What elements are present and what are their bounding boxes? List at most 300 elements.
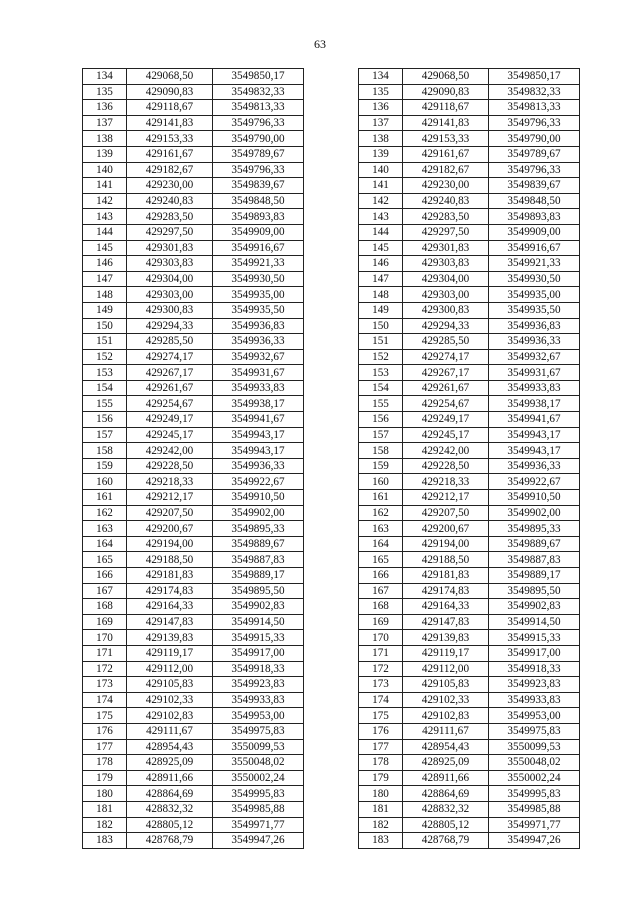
y-coordinate-cell: 3549932,67 <box>213 349 304 365</box>
point-number-cell: 150 <box>83 318 127 334</box>
point-number-cell: 178 <box>359 755 403 771</box>
x-coordinate-cell: 429274,17 <box>403 349 489 365</box>
point-number-cell: 151 <box>359 334 403 350</box>
x-coordinate-cell: 429090,83 <box>127 84 213 100</box>
table-row <box>359 568 580 584</box>
table-row <box>83 661 304 677</box>
point-number-cell: 181 <box>83 801 127 817</box>
y-coordinate-cell: 3550048,02 <box>213 755 304 771</box>
point-number-cell: 163 <box>359 521 403 537</box>
table-row <box>359 224 580 240</box>
x-coordinate-cell: 429119,17 <box>127 645 213 661</box>
point-number-cell: 173 <box>83 677 127 693</box>
point-number-cell: 163 <box>83 521 127 537</box>
point-number-cell: 177 <box>83 739 127 755</box>
x-coordinate-cell: 429161,67 <box>403 146 489 162</box>
y-coordinate-cell: 3549789,67 <box>489 146 580 162</box>
x-coordinate-cell: 429261,67 <box>403 380 489 396</box>
x-coordinate-cell: 429283,50 <box>127 209 213 225</box>
point-number-cell: 159 <box>83 458 127 474</box>
y-coordinate-cell: 3550002,24 <box>489 770 580 786</box>
y-coordinate-cell: 3549936,33 <box>489 458 580 474</box>
y-coordinate-cell: 3549975,83 <box>489 723 580 739</box>
table-row <box>83 692 304 708</box>
point-number-cell: 174 <box>83 692 127 708</box>
x-coordinate-cell: 429147,83 <box>403 614 489 630</box>
y-coordinate-cell: 3549889,17 <box>213 568 304 584</box>
point-number-cell: 157 <box>359 427 403 443</box>
y-coordinate-cell: 3549947,26 <box>213 833 304 849</box>
y-coordinate-cell: 3549941,67 <box>213 412 304 428</box>
point-number-cell: 160 <box>359 474 403 490</box>
x-coordinate-cell: 429188,50 <box>127 552 213 568</box>
coordinates-table-right <box>358 68 580 849</box>
table-row <box>359 443 580 459</box>
table-row <box>359 645 580 661</box>
table-row <box>359 412 580 428</box>
table-row <box>83 552 304 568</box>
y-coordinate-cell: 3549995,83 <box>213 786 304 802</box>
table-row <box>359 755 580 771</box>
x-coordinate-cell: 429139,83 <box>403 630 489 646</box>
x-coordinate-cell: 429297,50 <box>403 224 489 240</box>
x-coordinate-cell: 428832,32 <box>127 801 213 817</box>
table-row <box>83 287 304 303</box>
point-number-cell: 137 <box>83 115 127 131</box>
x-coordinate-cell: 429207,50 <box>127 505 213 521</box>
x-coordinate-cell: 429212,17 <box>403 490 489 506</box>
table-row <box>83 100 304 116</box>
point-number-cell: 169 <box>359 614 403 630</box>
y-coordinate-cell: 3549789,67 <box>213 146 304 162</box>
x-coordinate-cell: 429112,00 <box>403 661 489 677</box>
table-row <box>83 786 304 802</box>
table-row <box>359 786 580 802</box>
table-row <box>359 723 580 739</box>
table-row <box>359 583 580 599</box>
table-row <box>359 287 580 303</box>
y-coordinate-cell: 3549914,50 <box>213 614 304 630</box>
y-coordinate-cell: 3549895,33 <box>213 521 304 537</box>
x-coordinate-cell: 429245,17 <box>403 427 489 443</box>
x-coordinate-cell: 429283,50 <box>403 209 489 225</box>
x-coordinate-cell: 429111,67 <box>127 723 213 739</box>
x-coordinate-cell: 429240,83 <box>127 193 213 209</box>
point-number-cell: 166 <box>83 568 127 584</box>
y-coordinate-cell: 3549918,33 <box>489 661 580 677</box>
y-coordinate-cell: 3549915,33 <box>489 630 580 646</box>
y-coordinate-cell: 3549943,17 <box>213 443 304 459</box>
table-row <box>359 817 580 833</box>
point-number-cell: 135 <box>83 84 127 100</box>
x-coordinate-cell: 429230,00 <box>403 178 489 194</box>
table-row <box>359 115 580 131</box>
table-row <box>83 271 304 287</box>
point-number-cell: 181 <box>359 801 403 817</box>
table-row <box>83 801 304 817</box>
table-row <box>359 490 580 506</box>
y-coordinate-cell: 3549935,00 <box>213 287 304 303</box>
table-row <box>83 84 304 100</box>
y-coordinate-cell: 3549947,26 <box>489 833 580 849</box>
y-coordinate-cell: 3549923,83 <box>213 677 304 693</box>
x-coordinate-cell: 429153,33 <box>127 131 213 147</box>
point-number-cell: 154 <box>359 380 403 396</box>
y-coordinate-cell: 3549813,33 <box>213 100 304 116</box>
point-number-cell: 146 <box>83 256 127 272</box>
y-coordinate-cell: 3549796,33 <box>213 115 304 131</box>
x-coordinate-cell: 429218,33 <box>127 474 213 490</box>
table-row <box>83 412 304 428</box>
y-coordinate-cell: 3549971,77 <box>213 817 304 833</box>
point-number-cell: 138 <box>359 131 403 147</box>
table-row <box>359 505 580 521</box>
x-coordinate-cell: 429249,17 <box>127 412 213 428</box>
table-row <box>359 458 580 474</box>
y-coordinate-cell: 3549850,17 <box>213 69 304 85</box>
y-coordinate-cell: 3549921,33 <box>213 256 304 272</box>
table-row <box>359 521 580 537</box>
table-row <box>83 677 304 693</box>
table-row <box>359 100 580 116</box>
point-number-cell: 167 <box>359 583 403 599</box>
y-coordinate-cell: 3549935,50 <box>213 302 304 318</box>
table-row <box>359 552 580 568</box>
table-row <box>83 708 304 724</box>
table-row <box>83 568 304 584</box>
table-row <box>359 833 580 849</box>
x-coordinate-cell: 429188,50 <box>403 552 489 568</box>
y-coordinate-cell: 3549832,33 <box>213 84 304 100</box>
table-row <box>83 614 304 630</box>
table-row <box>83 630 304 646</box>
y-coordinate-cell: 3549902,00 <box>213 505 304 521</box>
y-coordinate-cell: 3549915,33 <box>213 630 304 646</box>
page-number: 63 <box>314 37 326 51</box>
x-coordinate-cell: 429164,33 <box>403 599 489 615</box>
x-coordinate-cell: 429300,83 <box>403 302 489 318</box>
y-coordinate-cell: 3549936,83 <box>489 318 580 334</box>
y-coordinate-cell: 3549889,17 <box>489 568 580 584</box>
table-row <box>83 318 304 334</box>
y-coordinate-cell: 3549931,67 <box>213 365 304 381</box>
point-number-cell: 152 <box>359 349 403 365</box>
x-coordinate-cell: 428911,66 <box>403 770 489 786</box>
y-coordinate-cell: 3549941,67 <box>489 412 580 428</box>
table-row <box>83 443 304 459</box>
y-coordinate-cell: 3549975,83 <box>213 723 304 739</box>
point-number-cell: 134 <box>83 69 127 85</box>
table-row <box>359 427 580 443</box>
y-coordinate-cell: 3549936,33 <box>489 334 580 350</box>
y-coordinate-cell: 3549943,17 <box>489 427 580 443</box>
x-coordinate-cell: 429174,83 <box>127 583 213 599</box>
table-row <box>359 318 580 334</box>
y-coordinate-cell: 3549796,33 <box>489 115 580 131</box>
table-row <box>359 271 580 287</box>
y-coordinate-cell: 3549953,00 <box>489 708 580 724</box>
x-coordinate-cell: 429200,67 <box>127 521 213 537</box>
point-number-cell: 138 <box>83 131 127 147</box>
x-coordinate-cell: 429303,00 <box>403 287 489 303</box>
x-coordinate-cell: 429242,00 <box>403 443 489 459</box>
x-coordinate-cell: 429068,50 <box>403 69 489 85</box>
y-coordinate-cell: 3549902,83 <box>213 599 304 615</box>
point-number-cell: 180 <box>359 786 403 802</box>
x-coordinate-cell: 428925,09 <box>127 755 213 771</box>
point-number-cell: 139 <box>359 146 403 162</box>
x-coordinate-cell: 429207,50 <box>403 505 489 521</box>
table-row <box>359 474 580 490</box>
table-row <box>359 256 580 272</box>
point-number-cell: 165 <box>359 552 403 568</box>
point-number-cell: 162 <box>359 505 403 521</box>
table-row <box>83 193 304 209</box>
x-coordinate-cell: 429118,67 <box>403 100 489 116</box>
table-row <box>83 240 304 256</box>
point-number-cell: 172 <box>83 661 127 677</box>
x-coordinate-cell: 429147,83 <box>127 614 213 630</box>
point-number-cell: 165 <box>83 552 127 568</box>
point-number-cell: 156 <box>83 412 127 428</box>
point-number-cell: 170 <box>83 630 127 646</box>
table-row <box>83 739 304 755</box>
y-coordinate-cell: 3549935,00 <box>489 287 580 303</box>
table-row <box>359 396 580 412</box>
y-coordinate-cell: 3549848,50 <box>213 193 304 209</box>
table-row <box>359 69 580 85</box>
table-row <box>359 536 580 552</box>
table-row <box>359 801 580 817</box>
table-row <box>359 661 580 677</box>
point-number-cell: 161 <box>83 490 127 506</box>
y-coordinate-cell: 3549839,67 <box>213 178 304 194</box>
point-number-cell: 134 <box>359 69 403 85</box>
table-row <box>359 599 580 615</box>
x-coordinate-cell: 429254,67 <box>127 396 213 412</box>
y-coordinate-cell: 3549790,00 <box>213 131 304 147</box>
x-coordinate-cell: 429111,67 <box>403 723 489 739</box>
point-number-cell: 143 <box>83 209 127 225</box>
y-coordinate-cell: 3549932,67 <box>489 349 580 365</box>
table-row <box>83 505 304 521</box>
point-number-cell: 145 <box>359 240 403 256</box>
y-coordinate-cell: 3550099,53 <box>489 739 580 755</box>
point-number-cell: 142 <box>359 193 403 209</box>
point-number-cell: 169 <box>83 614 127 630</box>
table-row <box>83 521 304 537</box>
x-coordinate-cell: 429194,00 <box>403 536 489 552</box>
y-coordinate-cell: 3549887,83 <box>213 552 304 568</box>
point-number-cell: 143 <box>359 209 403 225</box>
x-coordinate-cell: 429105,83 <box>127 677 213 693</box>
x-coordinate-cell: 429267,17 <box>403 365 489 381</box>
table-row <box>83 365 304 381</box>
table-row <box>359 209 580 225</box>
point-number-cell: 148 <box>83 287 127 303</box>
table-row <box>83 755 304 771</box>
x-coordinate-cell: 429200,67 <box>403 521 489 537</box>
table-body-left <box>83 69 304 849</box>
point-number-cell: 183 <box>359 833 403 849</box>
table-row <box>359 380 580 396</box>
y-coordinate-cell: 3549796,33 <box>213 162 304 178</box>
point-number-cell: 175 <box>359 708 403 724</box>
x-coordinate-cell: 428805,12 <box>127 817 213 833</box>
table-row <box>83 645 304 661</box>
table-row <box>359 692 580 708</box>
x-coordinate-cell: 429294,33 <box>127 318 213 334</box>
point-number-cell: 158 <box>359 443 403 459</box>
point-number-cell: 160 <box>83 474 127 490</box>
x-coordinate-cell: 429102,83 <box>403 708 489 724</box>
point-number-cell: 157 <box>83 427 127 443</box>
table-row <box>83 178 304 194</box>
y-coordinate-cell: 3549902,00 <box>489 505 580 521</box>
x-coordinate-cell: 429230,00 <box>127 178 213 194</box>
table-row <box>83 770 304 786</box>
point-number-cell: 179 <box>359 770 403 786</box>
point-number-cell: 141 <box>83 178 127 194</box>
x-coordinate-cell: 429301,83 <box>127 240 213 256</box>
x-coordinate-cell: 429139,83 <box>127 630 213 646</box>
table-row <box>83 396 304 412</box>
y-coordinate-cell: 3549902,83 <box>489 599 580 615</box>
y-coordinate-cell: 3549813,33 <box>489 100 580 116</box>
x-coordinate-cell: 429294,33 <box>403 318 489 334</box>
x-coordinate-cell: 429267,17 <box>127 365 213 381</box>
y-coordinate-cell: 3549933,83 <box>213 380 304 396</box>
coordinates-table-left <box>82 68 304 849</box>
point-number-cell: 135 <box>359 84 403 100</box>
x-coordinate-cell: 429194,00 <box>127 536 213 552</box>
point-number-cell: 176 <box>83 723 127 739</box>
point-number-cell: 167 <box>83 583 127 599</box>
y-coordinate-cell: 3550002,24 <box>213 770 304 786</box>
x-coordinate-cell: 428768,79 <box>127 833 213 849</box>
y-coordinate-cell: 3549985,88 <box>213 801 304 817</box>
point-number-cell: 171 <box>83 645 127 661</box>
y-coordinate-cell: 3549985,88 <box>489 801 580 817</box>
table-row <box>359 739 580 755</box>
x-coordinate-cell: 429182,67 <box>127 162 213 178</box>
table-row <box>359 708 580 724</box>
point-number-cell: 155 <box>359 396 403 412</box>
y-coordinate-cell: 3549889,67 <box>213 536 304 552</box>
x-coordinate-cell: 428925,09 <box>403 755 489 771</box>
point-number-cell: 183 <box>83 833 127 849</box>
y-coordinate-cell: 3549936,83 <box>213 318 304 334</box>
x-coordinate-cell: 428954,43 <box>403 739 489 755</box>
point-number-cell: 168 <box>359 599 403 615</box>
y-coordinate-cell: 3549895,50 <box>489 583 580 599</box>
x-coordinate-cell: 429141,83 <box>127 115 213 131</box>
x-coordinate-cell: 429218,33 <box>403 474 489 490</box>
y-coordinate-cell: 3549848,50 <box>489 193 580 209</box>
y-coordinate-cell: 3550048,02 <box>489 755 580 771</box>
point-number-cell: 140 <box>359 162 403 178</box>
table-row <box>359 677 580 693</box>
point-number-cell: 146 <box>359 256 403 272</box>
point-number-cell: 148 <box>359 287 403 303</box>
point-number-cell: 162 <box>83 505 127 521</box>
x-coordinate-cell: 429249,17 <box>403 412 489 428</box>
point-number-cell: 164 <box>359 536 403 552</box>
x-coordinate-cell: 428911,66 <box>127 770 213 786</box>
point-number-cell: 177 <box>359 739 403 755</box>
y-coordinate-cell: 3549943,17 <box>213 427 304 443</box>
table-row <box>83 599 304 615</box>
point-number-cell: 182 <box>359 817 403 833</box>
y-coordinate-cell: 3549893,83 <box>489 209 580 225</box>
y-coordinate-cell: 3549796,33 <box>489 162 580 178</box>
table-row <box>83 583 304 599</box>
point-number-cell: 176 <box>359 723 403 739</box>
point-number-cell: 151 <box>83 334 127 350</box>
point-number-cell: 161 <box>359 490 403 506</box>
x-coordinate-cell: 429242,00 <box>127 443 213 459</box>
table-row <box>83 224 304 240</box>
y-coordinate-cell: 3549910,50 <box>213 490 304 506</box>
y-coordinate-cell: 3549930,50 <box>489 271 580 287</box>
y-coordinate-cell: 3549923,83 <box>489 677 580 693</box>
x-coordinate-cell: 429102,33 <box>403 692 489 708</box>
point-number-cell: 136 <box>359 100 403 116</box>
table-row <box>83 380 304 396</box>
x-coordinate-cell: 429102,33 <box>127 692 213 708</box>
point-number-cell: 145 <box>83 240 127 256</box>
x-coordinate-cell: 429304,00 <box>403 271 489 287</box>
table-row <box>359 630 580 646</box>
point-number-cell: 139 <box>83 146 127 162</box>
y-coordinate-cell: 3549910,50 <box>489 490 580 506</box>
x-coordinate-cell: 429105,83 <box>403 677 489 693</box>
y-coordinate-cell: 3549887,83 <box>489 552 580 568</box>
x-coordinate-cell: 428954,43 <box>127 739 213 755</box>
x-coordinate-cell: 429212,17 <box>127 490 213 506</box>
x-coordinate-cell: 429297,50 <box>127 224 213 240</box>
point-number-cell: 164 <box>83 536 127 552</box>
y-coordinate-cell: 3549971,77 <box>489 817 580 833</box>
x-coordinate-cell: 429245,17 <box>127 427 213 443</box>
table-row <box>359 240 580 256</box>
y-coordinate-cell: 3549918,33 <box>213 661 304 677</box>
point-number-cell: 147 <box>83 271 127 287</box>
y-coordinate-cell: 3549832,33 <box>489 84 580 100</box>
point-number-cell: 174 <box>359 692 403 708</box>
x-coordinate-cell: 429153,33 <box>403 131 489 147</box>
table-row <box>359 178 580 194</box>
x-coordinate-cell: 428864,69 <box>403 786 489 802</box>
x-coordinate-cell: 429181,83 <box>127 568 213 584</box>
table-row <box>83 474 304 490</box>
y-coordinate-cell: 3549790,00 <box>489 131 580 147</box>
table-row <box>83 349 304 365</box>
table-row <box>359 146 580 162</box>
table-row <box>359 302 580 318</box>
table-row <box>83 723 304 739</box>
point-number-cell: 149 <box>359 302 403 318</box>
x-coordinate-cell: 429304,00 <box>127 271 213 287</box>
y-coordinate-cell: 3549850,17 <box>489 69 580 85</box>
point-number-cell: 166 <box>359 568 403 584</box>
table-row <box>83 146 304 162</box>
x-coordinate-cell: 429303,83 <box>403 256 489 272</box>
y-coordinate-cell: 3549909,00 <box>213 224 304 240</box>
table-row <box>359 131 580 147</box>
x-coordinate-cell: 429141,83 <box>403 115 489 131</box>
x-coordinate-cell: 429182,67 <box>403 162 489 178</box>
